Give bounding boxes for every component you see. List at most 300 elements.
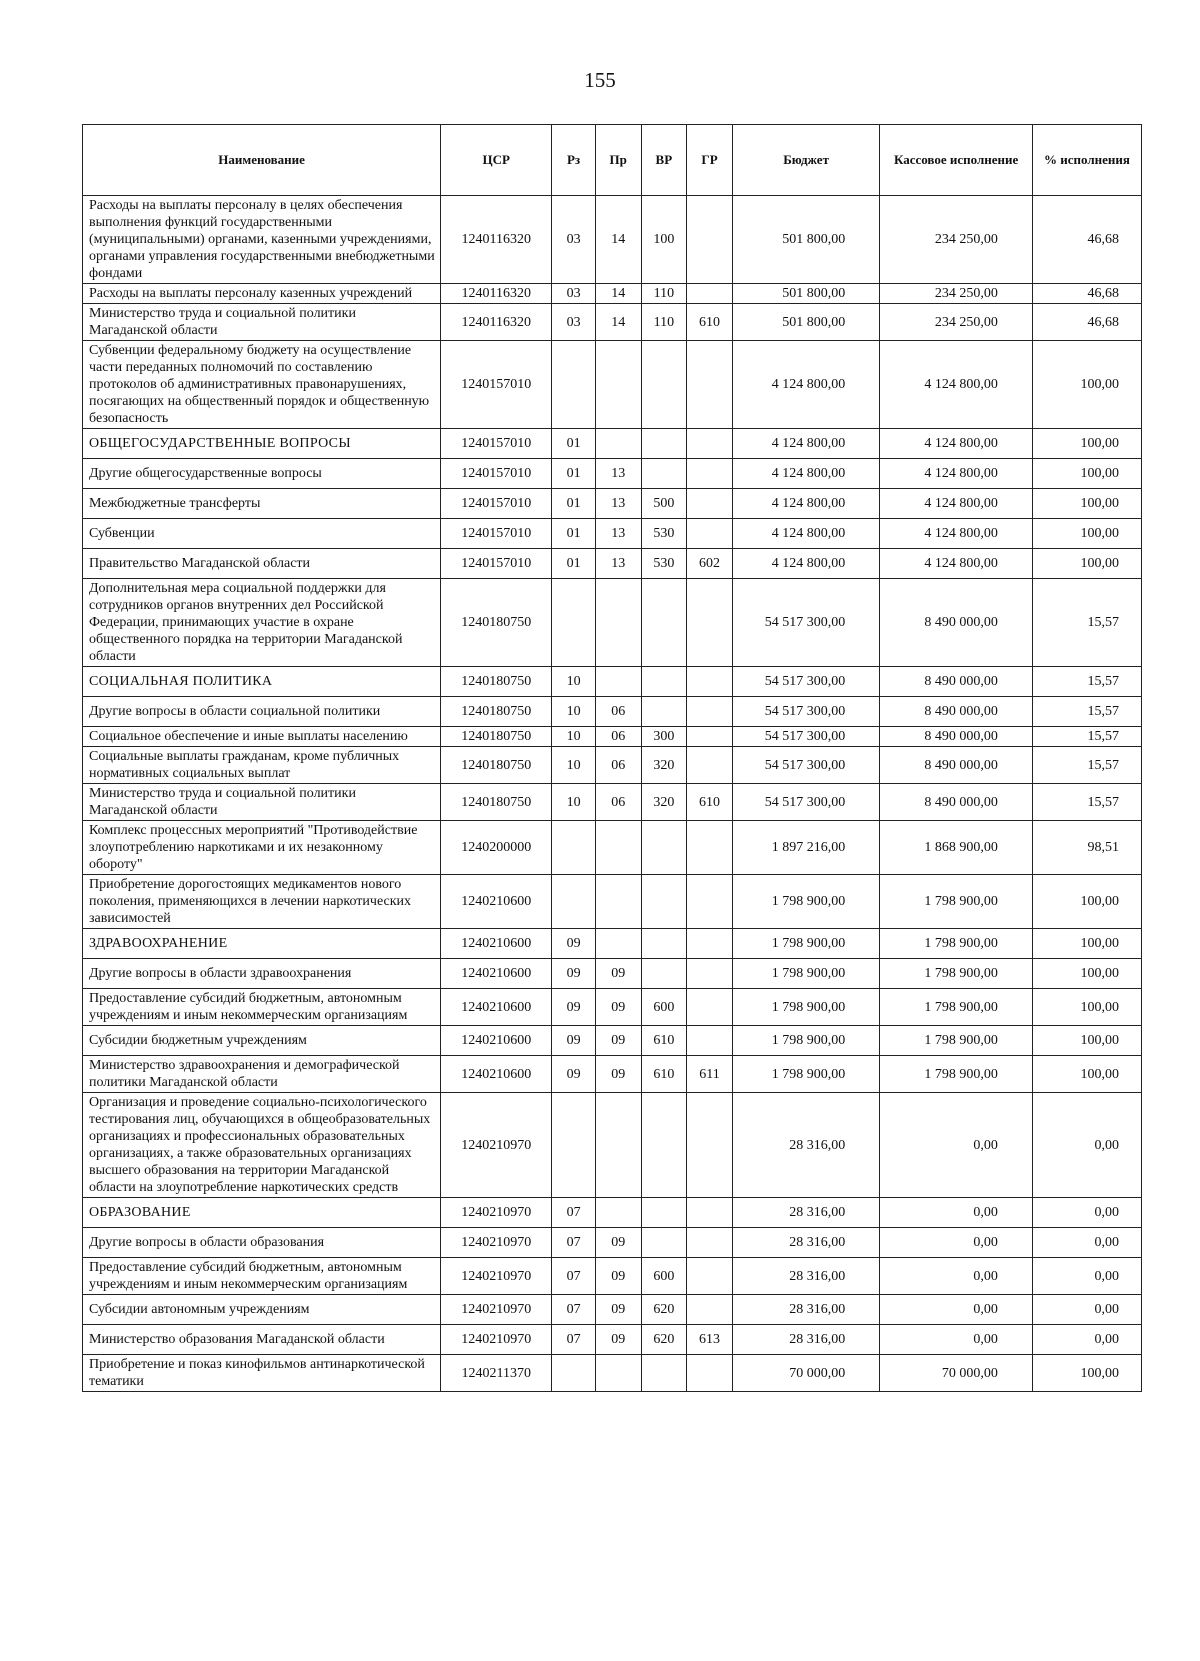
cell-vr: 500 — [641, 489, 687, 519]
cell-cash-execution: 1 798 900,00 — [880, 959, 1033, 989]
cell-budget: 1 798 900,00 — [732, 1056, 879, 1093]
cell-gr — [687, 875, 733, 929]
table-row — [83, 929, 1142, 959]
table-body — [83, 196, 1142, 1392]
cell-csr: 1240157010 — [441, 341, 552, 429]
cell-csr: 1240210970 — [441, 1325, 552, 1355]
cell-vr — [641, 429, 687, 459]
cell-csr: 1240157010 — [441, 489, 552, 519]
cell-pr — [595, 875, 641, 929]
cell-rz: 07 — [552, 1295, 596, 1325]
cell-cash-execution: 0,00 — [880, 1295, 1033, 1325]
cell-budget: 54 517 300,00 — [732, 667, 879, 697]
cell-percent: 15,57 — [1032, 784, 1141, 821]
cell-vr: 300 — [641, 727, 687, 747]
cell-name: Предоставление субсидий бюджетным, автономным учреждениям и иным некоммерческим организациям — [83, 989, 441, 1026]
cell-rz: 01 — [552, 519, 596, 549]
table-row — [83, 1093, 1142, 1198]
table-row — [83, 549, 1142, 579]
cell-csr: 1240210600 — [441, 875, 552, 929]
table-row — [83, 519, 1142, 549]
cell-gr — [687, 489, 733, 519]
cell-gr: 610 — [687, 304, 733, 341]
cell-budget: 501 800,00 — [732, 284, 879, 304]
cell-gr — [687, 929, 733, 959]
cell-pr — [595, 579, 641, 667]
cell-name: Другие вопросы в области здравоохранения — [83, 959, 441, 989]
cell-cash-execution: 8 490 000,00 — [880, 579, 1033, 667]
cell-gr — [687, 579, 733, 667]
cell-name: Субвенции федеральному бюджету на осуществление части переданных полномочий по составлению протоколов об административных правонарушениях, посягающих на общественный порядок и общественную безопасность — [83, 341, 441, 429]
table-row — [83, 667, 1142, 697]
cell-cash-execution: 1 868 900,00 — [880, 821, 1033, 875]
cell-rz: 09 — [552, 989, 596, 1026]
cell-percent: 100,00 — [1032, 989, 1141, 1026]
cell-percent: 0,00 — [1032, 1198, 1141, 1228]
cell-name: Социальное обеспечение и иные выплаты населению — [83, 727, 441, 747]
cell-percent: 0,00 — [1032, 1228, 1141, 1258]
cell-cash-execution: 4 124 800,00 — [880, 489, 1033, 519]
cell-csr: 1240210970 — [441, 1093, 552, 1198]
cell-gr — [687, 747, 733, 784]
table-row — [83, 196, 1142, 284]
table-row — [83, 989, 1142, 1026]
cell-rz — [552, 341, 596, 429]
cell-rz: 10 — [552, 667, 596, 697]
table-row — [83, 429, 1142, 459]
cell-pr: 14 — [595, 196, 641, 284]
cell-vr — [641, 959, 687, 989]
cell-csr: 1240210970 — [441, 1228, 552, 1258]
cell-percent: 100,00 — [1032, 929, 1141, 959]
cell-csr: 1240210970 — [441, 1258, 552, 1295]
cell-name: ЗДРАВООХРАНЕНИЕ — [83, 929, 441, 959]
cell-csr: 1240116320 — [441, 196, 552, 284]
cell-rz: 01 — [552, 459, 596, 489]
cell-gr — [687, 1093, 733, 1198]
cell-csr: 1240180750 — [441, 727, 552, 747]
cell-pr — [595, 667, 641, 697]
cell-budget: 28 316,00 — [732, 1295, 879, 1325]
cell-gr: 611 — [687, 1056, 733, 1093]
cell-pr — [595, 929, 641, 959]
table-row — [83, 341, 1142, 429]
cell-cash-execution: 8 490 000,00 — [880, 784, 1033, 821]
cell-cash-execution: 0,00 — [880, 1228, 1033, 1258]
cell-gr: 613 — [687, 1325, 733, 1355]
header-csr: ЦСР — [441, 125, 552, 196]
header-percent-execution: % исполнения — [1032, 125, 1141, 196]
cell-name: Расходы на выплаты персоналу казенных учреждений — [83, 284, 441, 304]
cell-rz: 03 — [552, 196, 596, 284]
cell-rz: 10 — [552, 697, 596, 727]
cell-budget: 28 316,00 — [732, 1325, 879, 1355]
cell-rz: 07 — [552, 1228, 596, 1258]
cell-percent: 0,00 — [1032, 1258, 1141, 1295]
cell-csr: 1240210600 — [441, 959, 552, 989]
cell-name: Другие вопросы в области социальной политики — [83, 697, 441, 727]
cell-cash-execution: 70 000,00 — [880, 1355, 1033, 1392]
cell-percent: 100,00 — [1032, 429, 1141, 459]
cell-vr: 530 — [641, 549, 687, 579]
cell-name: Министерство здравоохранения и демографической политики Магаданской области — [83, 1056, 441, 1093]
header-vr: ВР — [641, 125, 687, 196]
cell-pr: 06 — [595, 727, 641, 747]
cell-pr: 09 — [595, 1228, 641, 1258]
cell-budget: 28 316,00 — [732, 1258, 879, 1295]
cell-name: Приобретение дорогостоящих медикаментов нового поколения, применяющихся в лечении наркотических зависимостей — [83, 875, 441, 929]
cell-pr: 13 — [595, 549, 641, 579]
budget-execution-table — [82, 124, 1142, 1392]
cell-percent: 100,00 — [1032, 549, 1141, 579]
cell-rz — [552, 821, 596, 875]
cell-name: Другие общегосударственные вопросы — [83, 459, 441, 489]
cell-percent: 15,57 — [1032, 697, 1141, 727]
cell-percent: 15,57 — [1032, 667, 1141, 697]
cell-name: Социальные выплаты гражданам, кроме публичных нормативных социальных выплат — [83, 747, 441, 784]
cell-vr: 610 — [641, 1056, 687, 1093]
cell-percent: 0,00 — [1032, 1325, 1141, 1355]
cell-rz: 01 — [552, 429, 596, 459]
cell-rz: 10 — [552, 784, 596, 821]
header-rz: Рз — [552, 125, 596, 196]
table-row — [83, 784, 1142, 821]
cell-cash-execution: 0,00 — [880, 1198, 1033, 1228]
cell-rz — [552, 1093, 596, 1198]
cell-cash-execution: 4 124 800,00 — [880, 459, 1033, 489]
cell-budget: 1 798 900,00 — [732, 875, 879, 929]
cell-pr: 06 — [595, 784, 641, 821]
cell-cash-execution: 4 124 800,00 — [880, 341, 1033, 429]
cell-percent: 100,00 — [1032, 959, 1141, 989]
cell-gr — [687, 1228, 733, 1258]
cell-pr — [595, 821, 641, 875]
cell-percent: 100,00 — [1032, 1056, 1141, 1093]
cell-percent: 46,68 — [1032, 284, 1141, 304]
cell-budget: 4 124 800,00 — [732, 519, 879, 549]
header-name: Наименование — [83, 125, 441, 196]
cell-csr: 1240180750 — [441, 579, 552, 667]
cell-gr — [687, 284, 733, 304]
cell-percent: 0,00 — [1032, 1295, 1141, 1325]
cell-name: Организация и проведение социально-психологического тестирования лиц, обучающихся в общеобразовательных организациях и профессиональных образовательных организациях, а также образовательных организациях высшего образования на территории Магаданской области на злоупотребление наркотических средств — [83, 1093, 441, 1198]
cell-pr: 06 — [595, 697, 641, 727]
cell-pr: 09 — [595, 1056, 641, 1093]
cell-pr: 09 — [595, 1325, 641, 1355]
cell-budget: 28 316,00 — [732, 1198, 879, 1228]
cell-pr — [595, 1198, 641, 1228]
cell-cash-execution: 0,00 — [880, 1093, 1033, 1198]
cell-gr — [687, 459, 733, 489]
cell-gr — [687, 429, 733, 459]
cell-pr: 06 — [595, 747, 641, 784]
cell-budget: 54 517 300,00 — [732, 727, 879, 747]
cell-gr — [687, 1258, 733, 1295]
cell-name: Приобретение и показ кинофильмов антинаркотической тематики — [83, 1355, 441, 1392]
table-row — [83, 727, 1142, 747]
cell-name: Предоставление субсидий бюджетным, автономным учреждениям и иным некоммерческим организациям — [83, 1258, 441, 1295]
table-header-row — [83, 125, 1142, 196]
cell-cash-execution: 1 798 900,00 — [880, 1026, 1033, 1056]
cell-name: Субсидии бюджетным учреждениям — [83, 1026, 441, 1056]
cell-csr: 1240211370 — [441, 1355, 552, 1392]
cell-csr: 1240180750 — [441, 697, 552, 727]
table-row — [83, 1056, 1142, 1093]
cell-gr: 610 — [687, 784, 733, 821]
cell-rz: 07 — [552, 1325, 596, 1355]
cell-budget: 4 124 800,00 — [732, 489, 879, 519]
cell-vr: 110 — [641, 304, 687, 341]
cell-rz: 03 — [552, 304, 596, 341]
cell-vr: 100 — [641, 196, 687, 284]
cell-cash-execution: 234 250,00 — [880, 196, 1033, 284]
cell-percent: 100,00 — [1032, 341, 1141, 429]
cell-vr — [641, 1093, 687, 1198]
cell-pr: 09 — [595, 1258, 641, 1295]
cell-budget: 70 000,00 — [732, 1355, 879, 1392]
header-cash-execution: Кассовое исполнение — [880, 125, 1033, 196]
cell-rz: 03 — [552, 284, 596, 304]
cell-csr: 1240180750 — [441, 747, 552, 784]
cell-pr — [595, 341, 641, 429]
cell-vr: 620 — [641, 1295, 687, 1325]
cell-budget: 54 517 300,00 — [732, 579, 879, 667]
cell-csr: 1240210600 — [441, 1056, 552, 1093]
cell-csr: 1240210970 — [441, 1198, 552, 1228]
cell-percent: 100,00 — [1032, 459, 1141, 489]
cell-name: Комплекс процессных мероприятий "Противодействие злоупотреблению наркотиками и их незаконному обороту" — [83, 821, 441, 875]
table-row — [83, 284, 1142, 304]
cell-rz: 10 — [552, 727, 596, 747]
cell-vr — [641, 459, 687, 489]
cell-vr — [641, 341, 687, 429]
cell-vr: 110 — [641, 284, 687, 304]
cell-name: Правительство Магаданской области — [83, 549, 441, 579]
cell-csr: 1240210600 — [441, 989, 552, 1026]
cell-budget: 1 798 900,00 — [732, 929, 879, 959]
cell-gr — [687, 519, 733, 549]
cell-percent: 15,57 — [1032, 747, 1141, 784]
cell-percent: 100,00 — [1032, 1026, 1141, 1056]
cell-percent: 100,00 — [1032, 1355, 1141, 1392]
cell-name: Дополнительная мера социальной поддержки для сотрудников органов внутренних дел Российской Федерации, принимающих участие в охране общественного порядка на территории Магаданской области — [83, 579, 441, 667]
cell-pr: 09 — [595, 1026, 641, 1056]
cell-csr: 1240200000 — [441, 821, 552, 875]
cell-csr: 1240157010 — [441, 429, 552, 459]
cell-name: Министерство образования Магаданской области — [83, 1325, 441, 1355]
header-gr: ГР — [687, 125, 733, 196]
cell-pr: 13 — [595, 489, 641, 519]
cell-csr: 1240210600 — [441, 1026, 552, 1056]
cell-cash-execution: 8 490 000,00 — [880, 667, 1033, 697]
cell-pr — [595, 1093, 641, 1198]
cell-pr: 09 — [595, 959, 641, 989]
cell-budget: 28 316,00 — [732, 1228, 879, 1258]
cell-gr — [687, 1355, 733, 1392]
cell-percent: 100,00 — [1032, 489, 1141, 519]
cell-gr — [687, 667, 733, 697]
cell-cash-execution: 4 124 800,00 — [880, 519, 1033, 549]
cell-gr: 602 — [687, 549, 733, 579]
table-row — [83, 1355, 1142, 1392]
cell-cash-execution: 1 798 900,00 — [880, 989, 1033, 1026]
cell-csr: 1240116320 — [441, 304, 552, 341]
cell-vr: 530 — [641, 519, 687, 549]
cell-budget: 1 897 216,00 — [732, 821, 879, 875]
cell-cash-execution: 1 798 900,00 — [880, 875, 1033, 929]
cell-cash-execution: 1 798 900,00 — [880, 929, 1033, 959]
cell-csr: 1240157010 — [441, 549, 552, 579]
cell-percent: 0,00 — [1032, 1093, 1141, 1198]
cell-gr — [687, 821, 733, 875]
cell-cash-execution: 234 250,00 — [880, 304, 1033, 341]
cell-gr — [687, 989, 733, 1026]
cell-vr — [641, 1355, 687, 1392]
cell-rz: 09 — [552, 959, 596, 989]
cell-cash-execution: 0,00 — [880, 1258, 1033, 1295]
cell-gr — [687, 341, 733, 429]
cell-budget: 1 798 900,00 — [732, 959, 879, 989]
cell-name: Субвенции — [83, 519, 441, 549]
cell-rz: 01 — [552, 549, 596, 579]
cell-budget: 4 124 800,00 — [732, 549, 879, 579]
cell-gr — [687, 196, 733, 284]
cell-pr: 14 — [595, 284, 641, 304]
cell-budget: 501 800,00 — [732, 304, 879, 341]
cell-percent: 46,68 — [1032, 304, 1141, 341]
cell-csr: 1240180750 — [441, 667, 552, 697]
cell-budget: 4 124 800,00 — [732, 341, 879, 429]
table-row — [83, 304, 1142, 341]
cell-name: Министерство труда и социальной политики Магаданской области — [83, 784, 441, 821]
cell-name: Расходы на выплаты персоналу в целях обеспечения выполнения функций государственными (муниципальными) органами, казенными учреждениями, органами управления государственными внебюджетными фондами — [83, 196, 441, 284]
table-row — [83, 1258, 1142, 1295]
cell-pr: 13 — [595, 519, 641, 549]
header-budget: Бюджет — [732, 125, 879, 196]
cell-pr — [595, 1355, 641, 1392]
cell-gr — [687, 727, 733, 747]
cell-rz: 09 — [552, 1026, 596, 1056]
cell-gr — [687, 1295, 733, 1325]
cell-vr — [641, 697, 687, 727]
cell-cash-execution: 8 490 000,00 — [880, 697, 1033, 727]
header-pr: Пр — [595, 125, 641, 196]
table-row — [83, 875, 1142, 929]
cell-rz: 09 — [552, 1056, 596, 1093]
cell-csr: 1240116320 — [441, 284, 552, 304]
cell-name: Межбюджетные трансферты — [83, 489, 441, 519]
cell-budget: 4 124 800,00 — [732, 459, 879, 489]
cell-cash-execution: 0,00 — [880, 1325, 1033, 1355]
table-row — [83, 821, 1142, 875]
cell-budget: 1 798 900,00 — [732, 1026, 879, 1056]
cell-rz: 09 — [552, 929, 596, 959]
cell-gr — [687, 1198, 733, 1228]
cell-pr: 13 — [595, 459, 641, 489]
cell-vr: 600 — [641, 1258, 687, 1295]
cell-cash-execution: 4 124 800,00 — [880, 549, 1033, 579]
cell-cash-execution: 4 124 800,00 — [880, 429, 1033, 459]
cell-percent: 15,57 — [1032, 579, 1141, 667]
cell-vr: 610 — [641, 1026, 687, 1056]
cell-budget: 54 517 300,00 — [732, 784, 879, 821]
cell-csr: 1240210970 — [441, 1295, 552, 1325]
cell-pr — [595, 429, 641, 459]
cell-pr: 09 — [595, 989, 641, 1026]
cell-csr: 1240180750 — [441, 784, 552, 821]
table-row — [83, 1295, 1142, 1325]
cell-cash-execution: 234 250,00 — [880, 284, 1033, 304]
cell-vr: 320 — [641, 747, 687, 784]
cell-name: СОЦИАЛЬНАЯ ПОЛИТИКА — [83, 667, 441, 697]
cell-vr — [641, 667, 687, 697]
cell-gr — [687, 697, 733, 727]
table-row — [83, 959, 1142, 989]
cell-rz: 07 — [552, 1198, 596, 1228]
cell-vr — [641, 821, 687, 875]
cell-vr — [641, 579, 687, 667]
cell-pr: 14 — [595, 304, 641, 341]
cell-vr: 320 — [641, 784, 687, 821]
cell-percent: 98,51 — [1032, 821, 1141, 875]
cell-budget: 501 800,00 — [732, 196, 879, 284]
table-row — [83, 697, 1142, 727]
cell-csr: 1240157010 — [441, 459, 552, 489]
cell-percent: 100,00 — [1032, 519, 1141, 549]
cell-vr: 600 — [641, 989, 687, 1026]
cell-rz: 07 — [552, 1258, 596, 1295]
cell-csr: 1240157010 — [441, 519, 552, 549]
cell-rz — [552, 579, 596, 667]
table-row — [83, 1325, 1142, 1355]
cell-vr — [641, 929, 687, 959]
table-row — [83, 579, 1142, 667]
table-row — [83, 489, 1142, 519]
cell-percent: 46,68 — [1032, 196, 1141, 284]
table-row — [83, 1026, 1142, 1056]
cell-rz — [552, 1355, 596, 1392]
table-row — [83, 459, 1142, 489]
cell-name: Другие вопросы в области образования — [83, 1228, 441, 1258]
cell-percent: 15,57 — [1032, 727, 1141, 747]
cell-rz: 10 — [552, 747, 596, 784]
cell-vr: 620 — [641, 1325, 687, 1355]
cell-name: Министерство труда и социальной политики Магаданской области — [83, 304, 441, 341]
cell-gr — [687, 1026, 733, 1056]
page-number: 155 — [584, 68, 616, 92]
cell-gr — [687, 959, 733, 989]
cell-rz: 01 — [552, 489, 596, 519]
cell-budget: 4 124 800,00 — [732, 429, 879, 459]
cell-budget: 28 316,00 — [732, 1093, 879, 1198]
cell-budget: 1 798 900,00 — [732, 989, 879, 1026]
cell-vr — [641, 1228, 687, 1258]
cell-name: Субсидии автономным учреждениям — [83, 1295, 441, 1325]
table-row — [83, 747, 1142, 784]
table-row — [83, 1198, 1142, 1228]
cell-cash-execution: 8 490 000,00 — [880, 727, 1033, 747]
cell-budget: 54 517 300,00 — [732, 747, 879, 784]
cell-budget: 54 517 300,00 — [732, 697, 879, 727]
cell-name: ОБЩЕГОСУДАРСТВЕННЫЕ ВОПРОСЫ — [83, 429, 441, 459]
cell-pr: 09 — [595, 1295, 641, 1325]
cell-vr — [641, 1198, 687, 1228]
cell-cash-execution: 1 798 900,00 — [880, 1056, 1033, 1093]
cell-name: ОБРАЗОВАНИЕ — [83, 1198, 441, 1228]
cell-rz — [552, 875, 596, 929]
table-row — [83, 1228, 1142, 1258]
cell-percent: 100,00 — [1032, 875, 1141, 929]
